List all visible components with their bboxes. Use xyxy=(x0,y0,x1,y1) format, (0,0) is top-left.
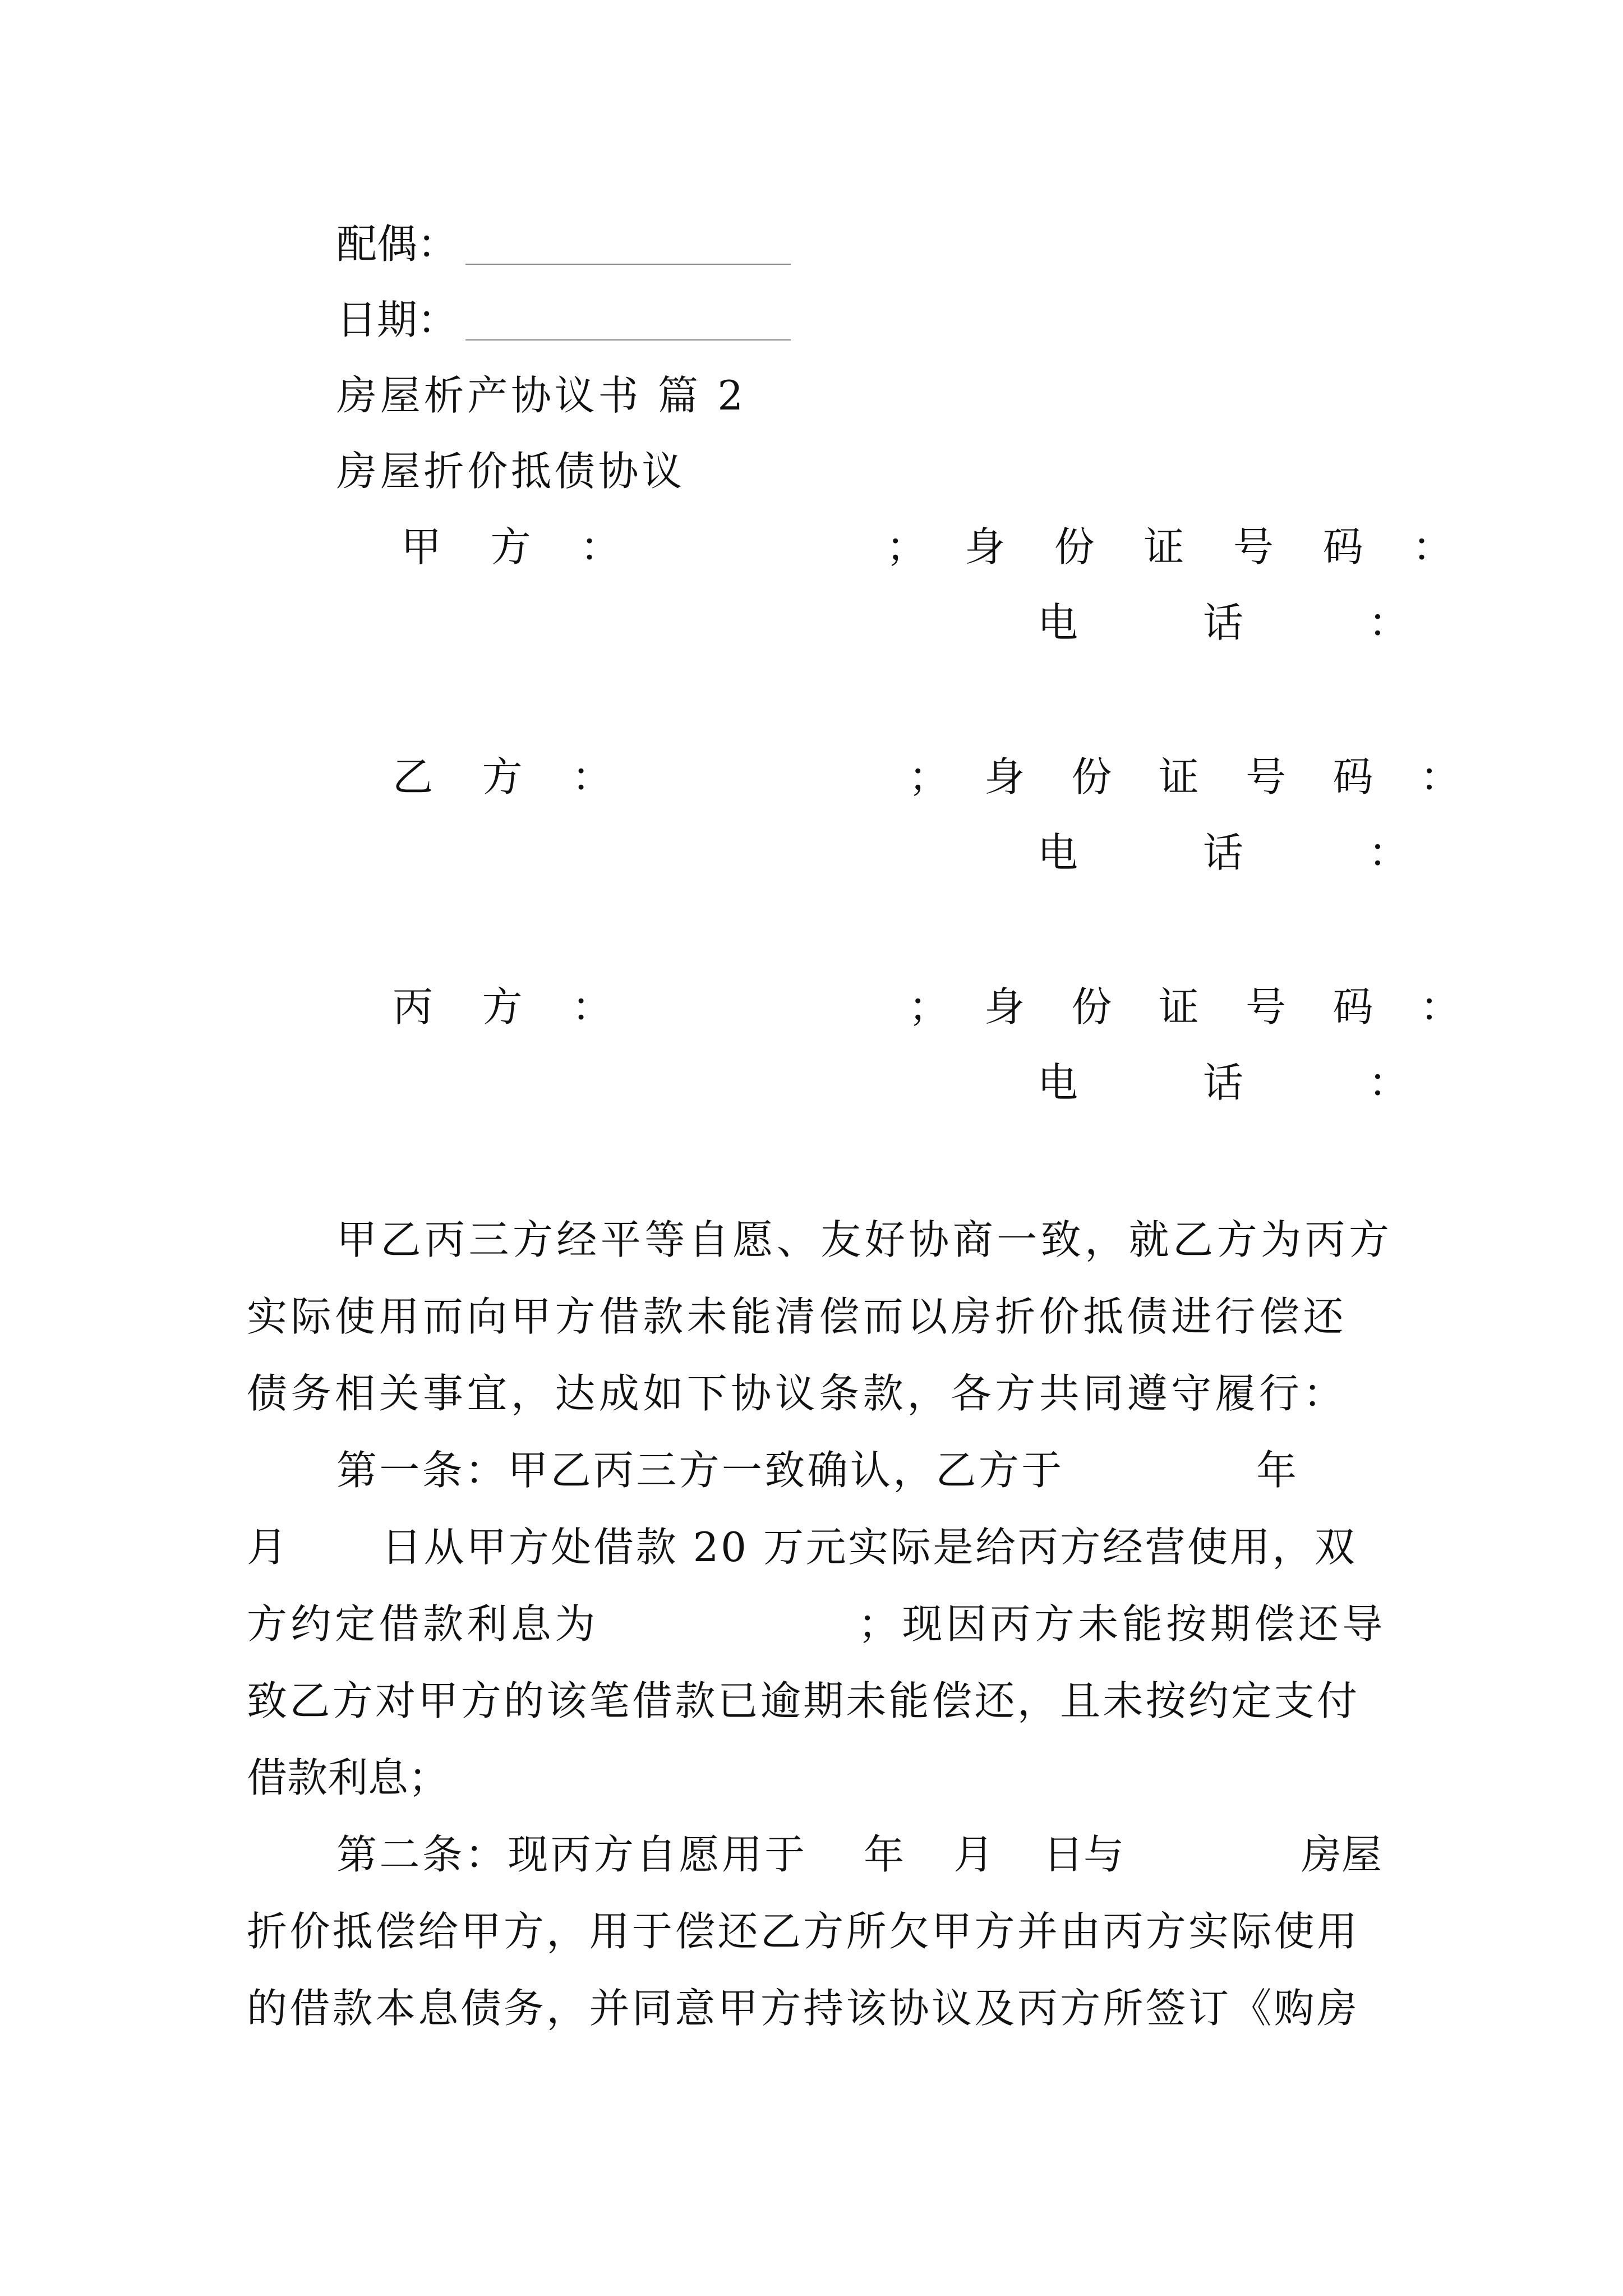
party-b-phone-row xyxy=(0,825,1623,881)
party-c-row xyxy=(0,979,1623,1035)
party-a-id-label: 身 份 证 号 码 ： xyxy=(965,523,1471,570)
party-a-phone-label: 电 话 ： xyxy=(1038,599,1409,646)
intro-line-3: 债务相关事宜，达成如下协议条款，各方共同遵守履行： xyxy=(247,1370,1348,1417)
article1-line-3a: 方约定借款利息为 xyxy=(247,1600,599,1648)
date-label: 日期： xyxy=(336,296,458,343)
party-c-id-label: 身 份 证 号 码 ： xyxy=(984,983,1478,1030)
article2-year: 年 xyxy=(864,1831,905,1878)
party-c-label: 丙 方 ： xyxy=(393,983,630,1030)
party-c-phone-label: 电 话 ： xyxy=(1038,1059,1409,1106)
article2-line-2: 折价抵偿给甲方，用于偿还乙方所欠甲方并由丙方实际使用 xyxy=(247,1908,1360,1955)
article1-line-2: 日从甲方处借款 20 万元实际是给丙方经营使用，双 xyxy=(381,1524,1357,1571)
article1-year: 年 xyxy=(1256,1447,1297,1494)
party-c-phone-row xyxy=(0,1055,1623,1111)
party-b-row xyxy=(0,749,1623,805)
party-b-label: 乙 方 ： xyxy=(393,753,630,800)
party-a-label: 甲 方 ： xyxy=(401,523,639,570)
party-a-row xyxy=(0,519,1623,575)
article2-month: 月 xyxy=(953,1831,994,1878)
party-b-phone-label: 电 话 ： xyxy=(1038,829,1409,876)
spouse-blank-line[interactable] xyxy=(465,264,791,265)
intro-line-1: 甲乙丙三方经平等自愿、友好协商一致，就乙方为丙方 xyxy=(336,1216,1393,1263)
agreement-title: 房屋折价抵债协议 xyxy=(336,448,686,495)
article2-line-1: 第二条：现丙方自愿用于 xyxy=(336,1831,808,1878)
article2-day-with: 日与 xyxy=(1043,1831,1124,1878)
article1-month: 月 xyxy=(247,1524,288,1571)
party-c-separator: ； xyxy=(909,983,949,1030)
article1-line-1: 第一条：甲乙丙三方一致确认，乙方于 xyxy=(336,1447,1064,1494)
article2-line-3: 的借款本息债务，并同意甲方持该协议及丙方所签订《购房 xyxy=(247,1985,1360,2032)
intro-line-2: 实际使用而向甲方借款未能清偿而以房折价抵债进行偿还 xyxy=(247,1293,1348,1340)
party-b-separator: ； xyxy=(909,753,949,800)
article2-house: 房屋 xyxy=(1301,1831,1382,1878)
party-a-phone-row xyxy=(0,595,1623,651)
party-a-separator: ； xyxy=(886,523,927,570)
party-b-id-label: 身 份 证 号 码 ： xyxy=(984,753,1478,800)
date-blank-line[interactable] xyxy=(465,339,791,341)
article1-line-5: 借款利息； xyxy=(247,1754,449,1801)
article1-line-4: 致乙方对甲方的该笔借款已逾期未能偿还，且未按约定支付 xyxy=(247,1677,1360,1724)
article1-line-3b: ；现因丙方未能按期偿还导 xyxy=(858,1600,1386,1648)
section-heading: 房屋析产协议书 篇 2 xyxy=(336,372,746,419)
spouse-label: 配偶： xyxy=(336,220,458,268)
